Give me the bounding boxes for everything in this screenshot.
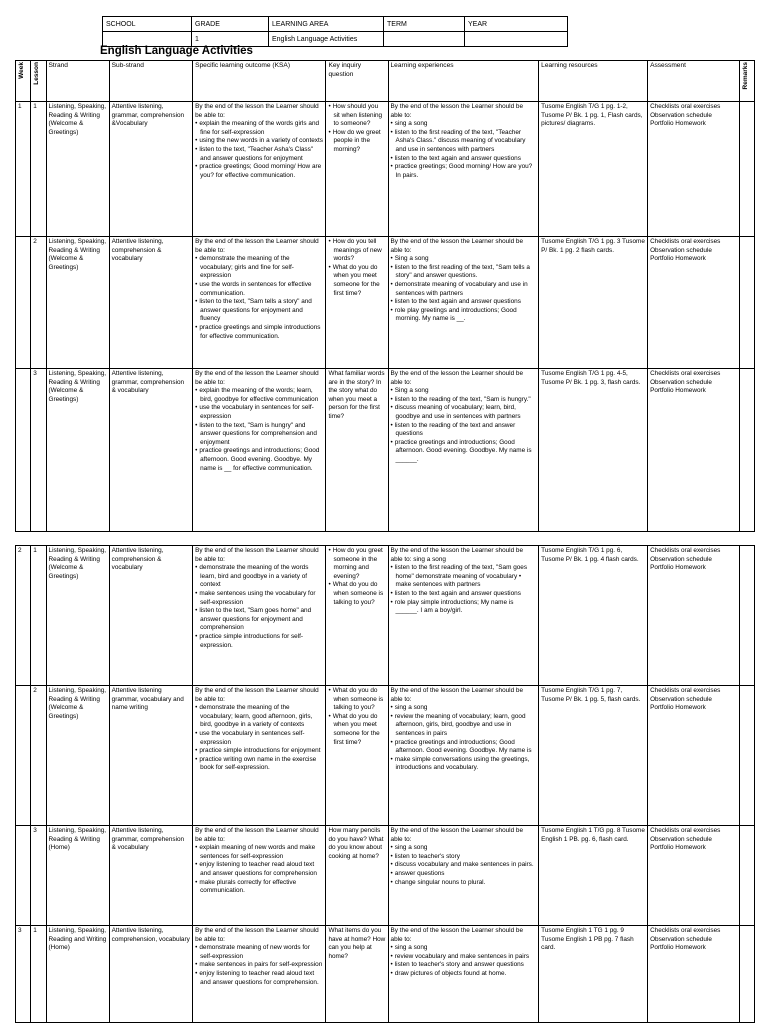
outcome-cell: [193, 237, 326, 369]
year-value: [465, 32, 568, 47]
outcome-list: [195, 564, 323, 650]
assessment-cell: Checklists oral exercises Observation schedule Portfolio Homework: [648, 826, 740, 926]
experiences-lead: By the end of the lesson the Learner should be able to:: [390, 238, 524, 254]
outcome-list: [195, 120, 323, 180]
list-item: • listen to the first reading of the text, "Sam goes home" demonstrate meaning of vocabulary • make sentences with partners: [391, 564, 537, 590]
list-item: • What do you do when someone is talking to you?: [328, 687, 385, 713]
list-item: • make sentences in pairs for self-expression: [195, 961, 323, 970]
list-item: • demonstrate the meaning of the words learn, bird and goodbye in a variety of context: [195, 564, 323, 590]
lesson-cell: 1: [31, 102, 46, 237]
list-item: • answer questions: [391, 870, 537, 879]
table-header-row: [16, 61, 755, 102]
list-item: • using the new words in a variety of contexts: [195, 137, 323, 146]
resources-cell: Tusome English T/G 1 pg. 7, Tusome P/ Bk. 1 pg. 5, flash cards.: [539, 686, 648, 826]
experiences-list: [391, 120, 537, 180]
list-item: • change singular nouns to plural.: [391, 879, 537, 888]
week-cell: [16, 686, 31, 826]
substrand-cell: Attentive listening, comprehension, vocabulary: [109, 926, 192, 1023]
list-item: • role play greetings and introductions; Good morning. My name is __.: [391, 307, 537, 324]
resources-cell: Tusome English T/G 1 pg. 6, Tusome P/ Bk. 1 pg. 4 flash cards.: [539, 546, 648, 686]
strand-cell: Listening, Speaking, Reading & Writing (Welcome & Greetings): [46, 102, 109, 237]
list-item: • discuss meaning of vocabulary; learn, bird, goodbye and use in sentences with partners: [391, 404, 537, 421]
substrand-cell: Attentive listening, grammar, comprehension &Vocabulary: [109, 102, 192, 237]
list-item: • sing a song: [391, 844, 537, 853]
experiences-cell: [388, 926, 539, 1023]
inquiry-cell: [326, 546, 388, 686]
resources-cell: Tusome English 1 TG 1 pg. 9 Tusome English 1 PB pg. 7 flash card.: [539, 926, 648, 1023]
year-label: YEAR: [465, 17, 568, 32]
list-item: • Sing a song: [391, 387, 537, 396]
inquiry-list: [328, 238, 385, 298]
list-item: • practice greetings and simple introductions for effective communication.: [195, 324, 323, 341]
list-item: • demonstrate the meaning of the vocabulary; girls and fine for self-expression: [195, 255, 323, 281]
list-item: • practice greetings and introductions; Good afternoon. Good evening. Goodbye. My name is: [391, 739, 537, 756]
table-row: [16, 369, 755, 532]
strand-cell: Listening, Speaking, Reading & Writing (Welcome & Greetings): [46, 686, 109, 826]
week-header: Week: [18, 62, 25, 79]
list-item: • listen to the first reading of the text, "Teacher Asha's Class." discuss meaning of vocabulary and use in sentences with partners: [391, 129, 537, 155]
outcome-list: [195, 255, 323, 341]
list-item: • demonstrate the meaning of the vocabulary; learn, good afternoon, girls, bird, goodbye in a variety of contexts: [195, 704, 323, 730]
outcome-lead: By the end of the lesson the Learner should be able to:: [195, 687, 319, 703]
scheme-table-bottom: [15, 545, 755, 1023]
assessment-cell: Checklists oral exercises Observation schedule Portfolio Homework: [648, 926, 740, 1023]
list-item: • practice writing own name in the exercise book for self-expression.: [195, 756, 323, 773]
experiences-list: [391, 255, 537, 324]
list-item: • practice greetings and introductions; Good afternoon. Good evening. Goodbye. My name is ______.: [391, 439, 537, 465]
outcome-list: [195, 387, 323, 473]
list-item: • How do we greet people in the morning?: [328, 129, 385, 155]
remarks-cell: [739, 369, 754, 532]
outcome-cell: [193, 546, 326, 686]
list-item: • review vocabulary and make sentences in pairs: [391, 953, 537, 962]
list-item: • listen to the text, "Sam goes home" and answer questions for enjoyment and comprehension: [195, 607, 323, 633]
lesson-cell: 3: [31, 369, 46, 532]
list-item: • enjoy listening to teacher read aloud text and answer questions for comprehension.: [195, 970, 323, 987]
list-item: • listen to teacher's story: [391, 853, 537, 862]
table-row: [16, 686, 755, 826]
list-item: • use the vocabulary in sentences for self-expression: [195, 404, 323, 421]
resources-cell: Tusome English T/G 1 pg. 3 Tusome P/ Bk. 1 pg. 2 flash cards.: [539, 237, 648, 369]
list-item: • sing a song: [391, 704, 537, 713]
lesson-header: Lesson: [33, 62, 41, 85]
list-item: • practice greetings; Good morning/ How are you? for effective communication.: [195, 163, 323, 180]
inquiry-cell: [326, 686, 388, 826]
week-cell: 2: [16, 546, 31, 686]
resources-header: Learning resources: [539, 61, 648, 102]
list-item: • listen to the text again and answer questions: [391, 590, 537, 599]
assessment-cell: Checklists oral exercises Observation schedule Portfolio Homework: [648, 686, 740, 826]
experiences-list: [391, 704, 537, 773]
list-item: • enjoy listening to teacher read aloud text and answer questions for comprehension: [195, 861, 323, 878]
outcome-cell: [193, 926, 326, 1023]
list-item: • listen to the text, "Teacher Asha's Class" and answer questions for enjoyment: [195, 146, 323, 163]
term-label: TERM: [384, 17, 465, 32]
list-item: • listen to the text, "Sam is hungry" and answer questions for comprehension and enjoyment: [195, 422, 323, 448]
inquiry-cell: [326, 102, 388, 237]
experiences-lead: By the end of the lesson the Learner should be able to:: [390, 927, 524, 943]
outcome-list: [195, 844, 323, 896]
inquiry-header: Key inquiry question: [326, 61, 388, 102]
lesson-cell: 1: [31, 546, 46, 686]
outcome-cell: [193, 369, 326, 532]
outcome-lead: By the end of the lesson the Learner should be able to:: [195, 238, 319, 254]
lesson-cell: 2: [31, 686, 46, 826]
experiences-list: [391, 564, 537, 616]
experiences-lead: By the end of the lesson the Learner should be able to: sing a song: [390, 547, 524, 563]
scheme-table-top: [15, 60, 755, 532]
list-item: • Sing a song: [391, 255, 537, 264]
list-item: • discuss vocabulary and make sentences in pairs.: [391, 861, 537, 870]
table-row: [16, 102, 755, 237]
strand-cell: Listening, Speaking, Reading & Writing (Welcome & Greetings): [46, 546, 109, 686]
list-item: • practice greetings; Good morning/ How are you? In pairs.: [391, 163, 537, 180]
list-item: • How do you greet someone in the morning and evening?: [328, 547, 385, 581]
inquiry-cell: How many pencils do you have? What do you know about cooking at home?: [326, 826, 388, 926]
remarks-cell: [739, 926, 754, 1023]
table-row: [16, 546, 755, 686]
experiences-lead: By the end of the lesson the Learner should be able to:: [390, 370, 524, 386]
outcome-lead: By the end of the lesson the Learner should be able to:: [195, 827, 319, 843]
list-item: • role play simple introductions; My name is ______. I am a boy/girl.: [391, 599, 537, 616]
list-item: • demonstrate meaning of vocabulary and use in sentences with partners: [391, 281, 537, 298]
week-cell: [16, 369, 31, 532]
lesson-cell: 3: [31, 826, 46, 926]
list-item: • sing a song: [391, 120, 537, 129]
list-item: • listen to the reading of the text, "Sam is hungry.": [391, 396, 537, 405]
remarks-cell: [739, 102, 754, 237]
term-value: [384, 32, 465, 47]
outcome-list: [195, 704, 323, 773]
list-item: • make plurals correctly for effective communication.: [195, 879, 323, 896]
list-item: • listen to the text again and answer questions: [391, 298, 537, 307]
school-label: SCHOOL: [103, 17, 192, 32]
list-item: • explain meaning of new words and make sentences for self-expression: [195, 844, 323, 861]
list-item: • make simple conversations using the greetings, introductions and vocabulary.: [391, 756, 537, 773]
list-item: • listen to the text again and answer questions: [391, 155, 537, 164]
assessment-cell: Checklists oral exercises Observation schedule Portfolio Homework: [648, 102, 740, 237]
list-item: • use the vocabulary in sentences self-expression: [195, 730, 323, 747]
area-value: English Language Activities: [269, 32, 384, 47]
remarks-cell: [739, 686, 754, 826]
table-row: [16, 826, 755, 926]
inquiry-list: [328, 103, 385, 155]
list-item: • sing a song: [391, 944, 537, 953]
area-label: LEARNING AREA: [269, 17, 384, 32]
inquiry-cell: What items do you have at home? How can you help at home?: [326, 926, 388, 1023]
experiences-lead: By the end of the lesson the Learner should be able to:: [390, 103, 524, 119]
remarks-cell: [739, 546, 754, 686]
outcome-lead: By the end of the lesson the Learner should be able to:: [195, 370, 319, 386]
substrand-cell: Attentive listening, grammar, comprehension & vocabulary: [109, 369, 192, 532]
substrand-cell: Attentive listening, comprehension & vocabulary: [109, 237, 192, 369]
lesson-cell: 2: [31, 237, 46, 369]
strand-cell: Listening, Speaking, Reading & Writing (Welcome & Greetings): [46, 237, 109, 369]
assessment-cell: Checklists oral exercises Observation schedule Portfolio Homework: [648, 237, 740, 369]
experiences-lead: By the end of the lesson the Learner should be able to:: [390, 687, 524, 703]
grade-label: GRADE: [192, 17, 269, 32]
outcome-cell: [193, 686, 326, 826]
inquiry-cell: [326, 237, 388, 369]
assessment-cell: Checklists oral exercises Observation schedule Portfolio Homework: [648, 546, 740, 686]
outcome-lead: By the end of the lesson the Learner should be able to:: [195, 547, 319, 563]
list-item: • How should you sit when listening to someone?: [328, 103, 385, 129]
week-cell: [16, 237, 31, 369]
list-item: • explain the meaning of the words girls and fine for self-expression: [195, 120, 323, 137]
week-cell: 3: [16, 926, 31, 1023]
remarks-cell: [739, 237, 754, 369]
list-item: • make sentences using the vocabulary for self-expression: [195, 590, 323, 607]
list-item: • listen to teacher's story and answer questions: [391, 961, 537, 970]
lesson-cell: 1: [31, 926, 46, 1023]
strand-cell: Listening, Speaking, Reading and Writing (Home): [46, 926, 109, 1023]
resources-cell: Tusome English T/G 1 pg. 1-2, Tusome P/ Bk. 1 pg. 1, Flash cards, pictures/ diagrams.: [539, 102, 648, 237]
week-cell: [16, 826, 31, 926]
substrand-cell: Attentive listening grammar, vocabulary and name writing: [109, 686, 192, 826]
remarks-header: Remarks: [741, 62, 749, 90]
experiences-lead: By the end of the lesson the Learner should be able to:: [390, 827, 524, 843]
experiences-cell: [388, 102, 539, 237]
experiences-cell: [388, 237, 539, 369]
experiences-list: [391, 944, 537, 978]
resources-cell: Tusome English T/G 1 pg. 4-5, Tusome P/ Bk. 1 pg. 3, flash cards.: [539, 369, 648, 532]
inquiry-list: [328, 547, 385, 607]
inquiry-list: [328, 687, 385, 747]
inquiry-cell: What familiar words are in the story? In the story what do when you meet a person for the first time?: [326, 369, 388, 532]
list-item: • listen to the text, "Sam tells a story" and answer questions for enjoyment and fluency: [195, 298, 323, 324]
list-item: • use the words in sentences for effective communication.: [195, 281, 323, 298]
substrand-cell: Attentive listening, comprehension & vocabulary: [109, 546, 192, 686]
substrand-cell: Attentive listening, grammar, comprehension & vocabulary: [109, 826, 192, 926]
list-item: • How do you tell meanings of new words?: [328, 238, 385, 264]
substrand-header: Sub-strand: [109, 61, 192, 102]
strand-cell: Listening, Speaking, Reading & Writing (Home): [46, 826, 109, 926]
list-item: • What do you do when you meet someone for the first time?: [328, 264, 385, 298]
experiences-cell: [388, 546, 539, 686]
list-item: • What do you do when you meet someone for the first time?: [328, 713, 385, 747]
outcome-cell: [193, 826, 326, 926]
list-item: • listen to the reading of the text and answer questions: [391, 422, 537, 439]
outcome-header: Specific learning outcome (KSA): [193, 61, 326, 102]
experiences-cell: [388, 369, 539, 532]
page-title: English Language Activities: [100, 45, 253, 57]
remarks-cell: [739, 826, 754, 926]
table-row: [16, 926, 755, 1023]
list-item: • review the meaning of vocabulary; learn, good afternoon, girls, bird, goodbye and use in sentences in pairs: [391, 713, 537, 739]
list-item: • explain the meaning of the words; learn, bird, goodbye for effective communication: [195, 387, 323, 404]
experiences-cell: [388, 686, 539, 826]
strand-header: Strand: [46, 61, 109, 102]
outcome-lead: By the end of the lesson the Learner should be able to:: [195, 927, 319, 943]
header-table: [102, 16, 568, 47]
outcome-lead: By the end of the lesson the Learner should be able to:: [195, 103, 319, 119]
list-item: • listen to the first reading of the text, "Sam tells a story" and answer questions.: [391, 264, 537, 281]
outcome-list: [195, 944, 323, 987]
list-item: • draw pictures of objects found at home.: [391, 970, 537, 979]
resources-cell: Tusome English 1 T/G pg. 8 Tusome English 1 PB. pg. 6, flash card.: [539, 826, 648, 926]
strand-cell: Listening, Speaking, Reading & Writing (Welcome & Greetings): [46, 369, 109, 532]
table-row: [16, 237, 755, 369]
list-item: • What do you do when someone is talking to you?: [328, 581, 385, 607]
list-item: • practice simple introductions for enjoyment: [195, 747, 323, 756]
experiences-header: Learning experiences: [388, 61, 539, 102]
experiences-list: [391, 844, 537, 887]
outcome-cell: [193, 102, 326, 237]
week-cell: 1: [16, 102, 31, 237]
assessment-cell: Checklists oral exercises Observation schedule Portfolio Homework: [648, 369, 740, 532]
list-item: • practice simple introductions for self-expression.: [195, 633, 323, 650]
experiences-cell: [388, 826, 539, 926]
list-item: • demonstrate meaning of new words for self-expression: [195, 944, 323, 961]
grade-value: 1: [192, 32, 269, 47]
experiences-list: [391, 387, 537, 464]
assessment-header: Assessment: [648, 61, 740, 102]
list-item: • practice greetings and introductions; Good afternoon. Good evening. Goodbye. My name is __ for effective communication.: [195, 447, 323, 473]
